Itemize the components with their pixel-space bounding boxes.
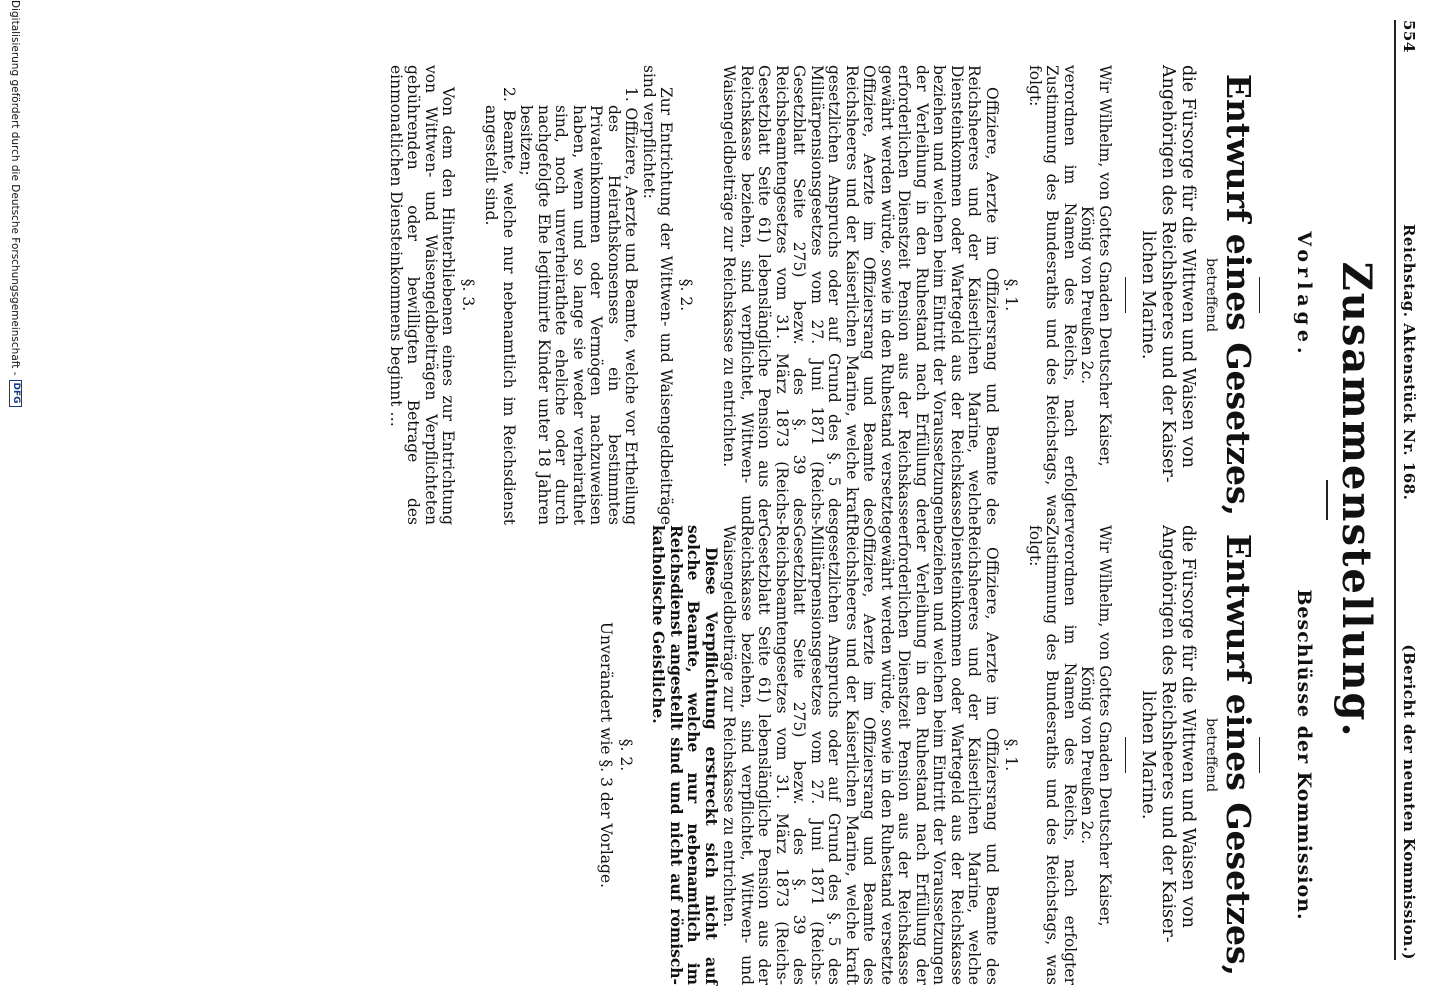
heading-rule — [1259, 277, 1260, 313]
subject-text — [1138, 65, 1198, 525]
section-label: §. 2. — [677, 278, 695, 312]
draft-title: Entwurf eines Gesetzes, — [1219, 73, 1258, 517]
subject-line: lichen Marine. — [1138, 690, 1158, 820]
draft-title: Entwurf eines Gesetzes, — [1219, 533, 1258, 977]
preamble-line: König von Preußen 2c. — [1078, 205, 1097, 385]
subject-text — [1138, 525, 1198, 985]
subject-line: Angehörigen des Reichsheeres und der Kaiser- — [1158, 65, 1178, 483]
column-heading: Vorlage. — [1293, 231, 1315, 359]
column-vorlage — [387, 65, 1313, 525]
preamble-line: verordnen im Namen des Reichs, nach erfolgter Zustimmung des Bundesraths und des Reichstags, was folgt: — [1026, 525, 1079, 985]
divider — [1125, 737, 1126, 773]
betreffend-label: betreffend — [1203, 257, 1220, 333]
section-label: §. 1. — [1002, 278, 1021, 312]
preamble-line: König von Preußen 2c. — [1078, 665, 1097, 845]
subject-line: Angehörigen des Reichsheeres und der Kaiser- — [1158, 525, 1178, 943]
subject-line: die Fürsorge für die Wittwen und Waisen von — [1178, 525, 1198, 929]
betreffend-label: betreffend — [1203, 717, 1220, 793]
title-rule — [1326, 480, 1328, 520]
section-label: §. 1. — [1002, 738, 1021, 772]
section-text: Unverändert wie §. 3 der Vorlage. — [597, 621, 616, 889]
preamble-line: Wir Wilhelm, von Gottes Gnaden Deutscher Kaiser, — [1096, 525, 1114, 927]
preamble-line: verordnen im Namen des Reichs, nach erfolgter Zustimmung des Bundesraths und des Reichstags, was folgt: — [1026, 65, 1079, 525]
running-header — [1394, 20, 1418, 960]
column-heading: Beschlüsse der Kommission. — [1293, 589, 1315, 921]
subject-line: die Fürsorge für die Wittwen und Waisen von — [1178, 65, 1198, 469]
section-intro: Zur Entrichtung der Wittwen- und Waisengeldbeiträge sind verpflichtet: — [640, 65, 676, 525]
column-beschluesse — [597, 525, 1315, 985]
divider — [1125, 277, 1126, 313]
list-item: 2. Beamte, welche nur nebenamtlich im Reichsdienst angestellt sind. — [482, 87, 518, 525]
main-title: Zusammenstellung. — [1333, 261, 1380, 739]
page-number: 554 — [1400, 20, 1418, 53]
digitization-credit — [9, 0, 22, 1000]
header-right: (Bericht der neunten Kommission.) — [1400, 644, 1418, 960]
amendment-text: Diese Verpflichtung erstreckt sich nicht auf solche Beamte, welche nur nebenamtlich im Reichsdienst angestellt sind und nicht auf römisch-katholische Geistliche. — [649, 525, 721, 985]
heading-rule — [1259, 737, 1260, 773]
section-text: Von dem den Hinterbliebenen eines zur Entrichtung von Wittwen- und Waisengeldbeiträgen Verpflichteten gebührenden oder bewilligten Betrage des einmonatlichen Diensteinkommens beginnt … — [387, 65, 458, 525]
section-label: §. 3. — [459, 278, 477, 312]
list-item: 1. Offiziere, Aerzte und Beamte, welche vor Ertheilung des Heirathskonsenses ein bestimmtes Privateinkommen oder Vermögen nachzuweisen haben, wenn und so lange sie weder verheirathet sind, noch unverheirathete eheliche oder durch nachgefolgte Ehe legitimirte Kinder unter 18 Jahren besitzen; — [517, 87, 641, 525]
section-text: Offiziere, Aerzte im Offiziersrang und Beamte des Reichsheeres und der Kaiserlichen Marine, welche Diensteinkommen oder Wartegeld aus der Reichskasse beziehen und welchen beim Eintritt der Voraussetzungen der Verleihung in den Ruhestand nach Erfüllung der erforderlichen Dienstzeit Pension aus der Reichskasse gewährt werden würde, sowie in den Ruhestand versetzte Offiziere, Aerzte im Offiziersrang und Beamte des Reichsheeres und der Kaiserlichen Marine, welche kraft gesetzlichen Anspruchs oder auf Grund des §. 5 des Militärpensionsgesetzes vom 27. Juni 1871 (Reichs-Gesetzblatt Seite 275) bezw. des §. 39 des Reichsbeamtengesetzes vom 31. März 1873 (Reichs-Gesetzblatt Seite 61) lebenslängliche Pension aus der Reichskasse beziehen, sind verpflichtet, Wittwen- und Waisengeldbeiträge zur Reichskasse zu entrichten. — [720, 525, 1001, 985]
section-label: §. 2. — [617, 738, 635, 772]
dfg-logo-icon: DFG — [9, 380, 22, 407]
subject-line: lichen Marine. — [1138, 230, 1158, 360]
credit-text: Digitalisierung gefördert durch die Deutsche Forschungsgemeinschaft - — [9, 0, 22, 376]
section-text: Offiziere, Aerzte im Offiziersrang und Beamte des Reichsheeres und der Kaiserlichen Marine, welche Diensteinkommen oder Wartegeld aus der Reichskasse beziehen und welchen beim Eintritt der Voraussetzungen der Verleihung in den Ruhestand nach Erfüllung der erforderlichen Dienstzeit Pension aus der Reichskasse gewährt werden würde, sowie in den Ruhestand versetzte Offiziere, Aerzte im Offiziersrang und Beamte des Reichsheeres und der Kaiserlichen Marine, welche kraft gesetzlichen Anspruchs oder auf Grund des §. 5 des Militärpensionsgesetzes vom 27. Juni 1871 (Reichs-Gesetzblatt Seite 275) bezw. des §. 39 des Reichsbeamtengesetzes vom 31. März 1873 (Reichs-Gesetzblatt Seite 61) lebenslängliche Pension aus der Reichskasse beziehen, sind verpflichtet, Wittwen- und Waisengeldbeiträge zur Reichskasse zu entrichten. — [720, 65, 1001, 525]
header-center: Reichstag. Aktenstück Nr. 168. — [1400, 223, 1418, 501]
preamble-line: Wir Wilhelm, von Gottes Gnaden Deutscher Kaiser, — [1096, 65, 1114, 467]
